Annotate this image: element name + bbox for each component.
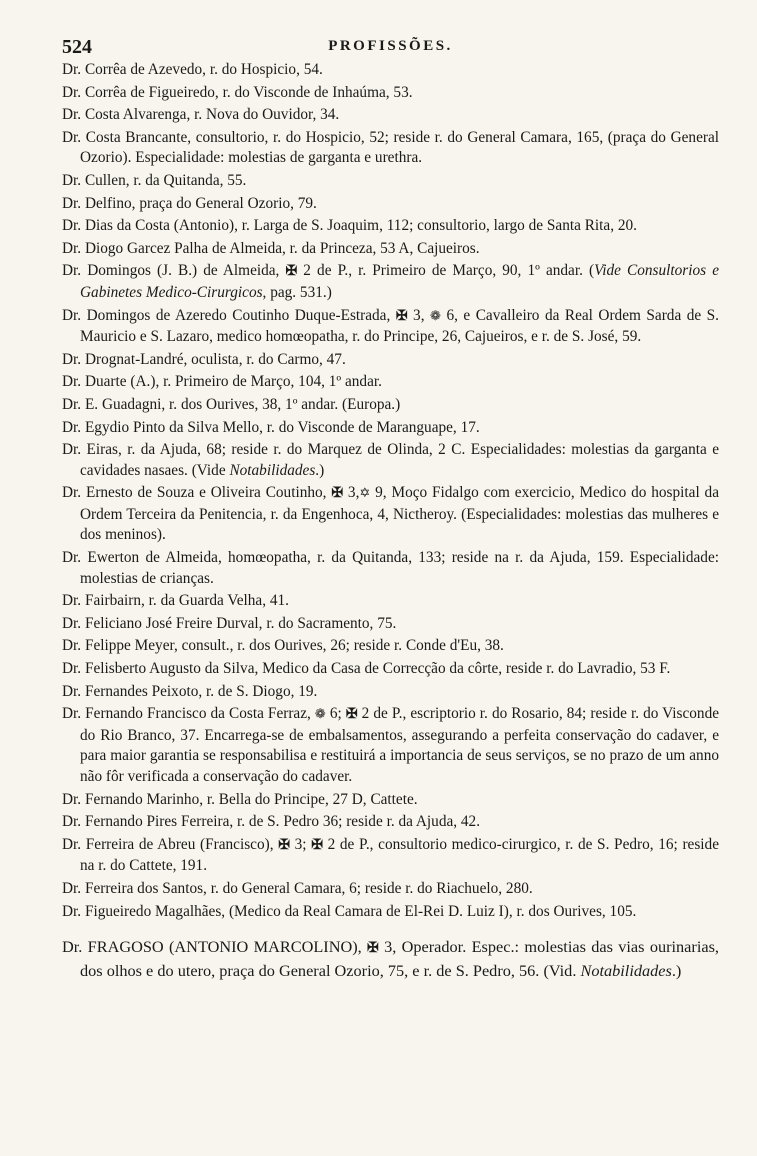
entry: Dr. E. Guadagni, r. dos Ourives, 38, 1º andar. (Europa.) [62, 395, 401, 413]
entry: Dr. Diogo Garcez Palha de Almeida, r. da Princeza, 53 A, Cajueiros. [62, 239, 480, 257]
cross-icon: ✠ [285, 264, 298, 280]
entry: Dr. Drognat-Landré, oculista, r. do Carmo, 47. [62, 350, 346, 368]
cross-icon: ✠ [395, 308, 408, 324]
entry: Dr. Corrêa de Azevedo, r. do Hospicio, 54. [62, 61, 323, 78]
entry: Dr. Dias da Costa (Antonio), r. Larga de S. Joaquim, 112; consultorio, largo de Santa Rita, 20. [62, 217, 637, 235]
cross-icon: ✠ [367, 941, 379, 957]
entry: Dr. Costa Brancante, consultorio, r. do Hospicio, 52; reside r. do General Camara, 165, (praça do General Ozorio). Especialidade: molestias de garganta e urethra. [62, 128, 719, 167]
cross-icon: ✠ [278, 837, 290, 853]
entry: Dr. Ferreira de Abreu (Francisco), ✠ 3; ✠ 2 de P., consultorio medico-cirurgico, r. de S. Pedro, 16; reside na r. do Cattete, 191. [62, 835, 719, 875]
cross-icon: ✠ [345, 707, 358, 723]
running-title: PROFISSÕES. [328, 38, 453, 54]
entry: Dr. Corrêa de Figueiredo, r. do Visconde de Inhaúma, 53. [62, 83, 413, 101]
cross-icon: ✠ [331, 486, 344, 502]
entry: Dr. Egydio Pinto da Silva Mello, r. do Visconde de Maranguape, 17. [62, 418, 480, 436]
entry: Dr. Ferreira dos Santos, r. do General Camara, 6; reside r. do Riachuelo, 280. [62, 879, 533, 897]
entry: Dr. Felisberto Augusto da Silva, Medico da Casa de Correcção da côrte, reside r. do Lavradio, 53 F. [62, 660, 671, 678]
entry: Dr. Figueiredo Magalhães, (Medico da Real Camara de El-Rei D. Luiz I), r. dos Ourives, 105. [62, 902, 637, 920]
entry: Dr. Fernando Francisco da Costa Ferraz, ❁ 6; ✠ 2 de P., escriptorio r. do Rosario, 84; reside r. do Visconde do Rio Branco, 37. Encarrega-se de embalsamentos, assegurando a perfeita conservação do cadaver, e para maior garantia se responsabilisa e restituirá a importancia de seus serviços, se no prazo de um anno não fôr verificada a conservação do cadaver. [62, 705, 720, 785]
entry: Dr. Feliciano José Freire Durval, r. do Sacramento, 75. [62, 614, 397, 632]
page-header [62, 36, 719, 58]
entries-list [62, 60, 719, 982]
entry: Dr. Fernandes Peixoto, r. de S. Diogo, 19. [62, 682, 318, 700]
page-number: 524 [62, 36, 92, 58]
entry: Dr. Duarte (A.), r. Primeiro de Março, 104, 1º andar. [62, 373, 382, 391]
rose-icon: ❁ [430, 307, 441, 323]
entry: Dr. Fernando Pires Ferreira, r. de S. Pedro 36; reside r. da Ajuda, 42. [62, 813, 481, 831]
entry: Dr. Fernando Marinho, r. Bella do Principe, 27 D, Cattete. [62, 790, 418, 808]
star-icon: ✡ [359, 485, 371, 501]
cross-icon: ✠ [311, 837, 323, 853]
rose-icon: ❁ [314, 706, 326, 722]
entry-featured: Dr. FRAGOSO (ANTONIO MARCOLINO), ✠ 3, Operador. Espec.: molestias das vias ourinarias, dos olhos e do utero, praça do General Ozorio, 75, e r. de S. Pedro, 56. (Vid. Notabilidades.) [62, 937, 719, 981]
entry: Dr. Costa Alvarenga, r. Nova do Ouvidor, 34. [62, 106, 340, 124]
entry: Dr. Cullen, r. da Quitanda, 55. [62, 171, 247, 189]
entry: Dr. Ewerton de Almeida, homœopatha, r. da Quitanda, 133; reside na r. da Ajuda, 159. Especialidade: molestias de crianças. [62, 549, 719, 587]
entry: Dr. Felippe Meyer, consult., r. dos Ourives, 26; reside r. Conde d'Eu, 38. [62, 637, 504, 655]
entry: Dr. Domingos (J. B.) de Almeida, ✠ 2 de P., r. Primeiro de Março, 90, 1º andar. (Vide Consultorios e Gabinetes Medico-Cirurgicos, pag. 531.) [62, 262, 719, 301]
entry: Dr. Ernesto de Souza e Oliveira Coutinho, ✠ 3,✡ 9, Moço Fidalgo com exercicio, Medico do hospital da Ordem Terceira da Penitencia, r. da Engenhoca, 4, Nictheroy. (Especialidades: molestias das mulheres e dos meninos). [62, 484, 719, 544]
entry: Dr. Eiras, r. da Ajuda, 68; reside r. do Marquez de Olinda, 2 C. Especialidades: molestias da garganta e cavidades nasaes. (Vide Notabilidades.) [62, 441, 719, 479]
entry: Dr. Delfino, praça do General Ozorio, 79. [62, 194, 317, 212]
entry: Dr. Fairbairn, r. da Guarda Velha, 41. [62, 592, 289, 610]
entry: Dr. Domingos de Azeredo Coutinho Duque-Estrada, ✠ 3, ❁ 6, e Cavalleiro da Real Ordem Sarda de S. Mauricio e S. Lazaro, medico homœopatha, r. do Principe, 26, Cajueiros, e r. de S. José, 59. [62, 306, 720, 346]
